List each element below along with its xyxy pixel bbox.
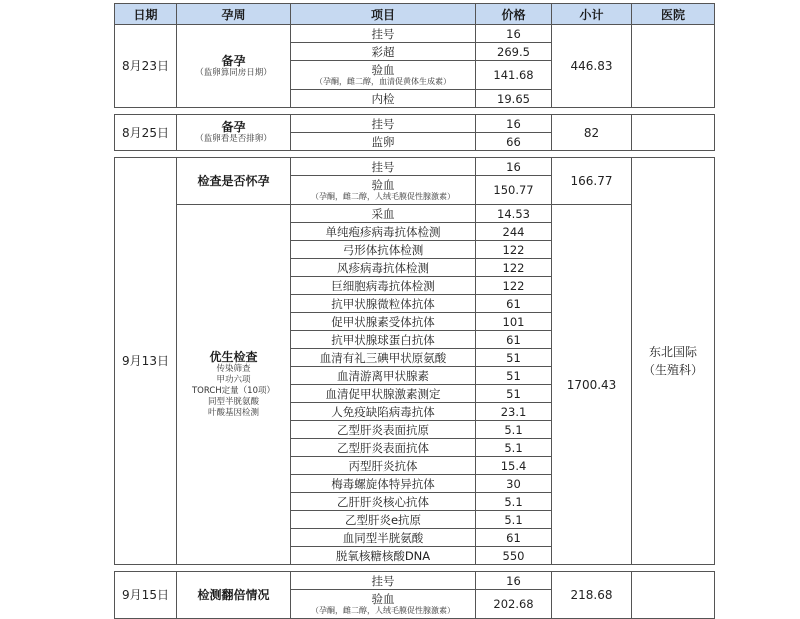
item-name: 抗甲状腺球蛋白抗体 — [291, 331, 476, 349]
item-price: 122 — [476, 259, 552, 277]
item-name: 人免疫缺陷病毒抗体 — [291, 403, 476, 421]
item-price: 5.1 — [476, 511, 552, 529]
col-header-price: 价格 — [476, 4, 552, 25]
item-name: 乙型肝炎表面抗原 — [291, 421, 476, 439]
spacer-row — [115, 565, 715, 572]
item-price: 19.65 — [476, 90, 552, 108]
item-price: 269.5 — [476, 43, 552, 61]
item-note: （孕酮，雌二醇，人绒毛膜促性腺激素） — [311, 606, 455, 615]
item-price: 16 — [476, 572, 552, 590]
week-note-line: 甲功六项 — [216, 375, 251, 385]
item-price: 16 — [476, 115, 552, 133]
item-name: 血同型半胱氨酸 — [291, 529, 476, 547]
week-note: （监卵算同房日期） — [195, 67, 272, 78]
table-row — [115, 205, 715, 223]
item-name: 乙型肝炎e抗原 — [291, 511, 476, 529]
item-name: 血清有礼三碘甲状原氨酸 — [291, 349, 476, 367]
item-price: 51 — [476, 367, 552, 385]
week-label: 备孕 — [221, 120, 246, 134]
col-header-week: 孕周 — [177, 4, 291, 25]
item-note: （孕酮，雌二醇，血清促黄体生成素） — [315, 77, 451, 86]
spacer-row — [115, 108, 715, 115]
item-name: 验血 — [371, 592, 395, 606]
item-name: 抗甲状腺微粒体抗体 — [291, 295, 476, 313]
week-note-line: TORCH定量（10项） — [191, 386, 275, 396]
item-name: 弓形体抗体检测 — [291, 241, 476, 259]
hospital-empty-cell — [632, 115, 715, 151]
item-price: 51 — [476, 385, 552, 403]
item-price: 14.53 — [476, 205, 552, 223]
item-price: 15.4 — [476, 457, 552, 475]
header-row — [115, 4, 715, 25]
item-price: 51 — [476, 349, 552, 367]
spacer-row — [115, 151, 715, 158]
item-price: 202.68 — [476, 590, 552, 619]
date-cell: 9月15日 — [115, 572, 177, 619]
week-cell — [177, 25, 291, 108]
item-name: 单纯疱疹病毒抗体检测 — [291, 223, 476, 241]
week-cell — [177, 572, 291, 619]
item-price: 5.1 — [476, 439, 552, 457]
item-name: 血清游离甲状腺素 — [291, 367, 476, 385]
item-name: 风疹病毒抗体检测 — [291, 259, 476, 277]
item-price: 61 — [476, 331, 552, 349]
week-cell — [177, 158, 291, 205]
subtotal-cell: 82 — [552, 115, 632, 151]
subtotal-cell: 166.77 — [552, 158, 632, 205]
item-price: 23.1 — [476, 403, 552, 421]
item-price: 550 — [476, 547, 552, 565]
week-label: 检测翻倍情况 — [197, 588, 270, 602]
item-name: 乙肝肝炎核心抗体 — [291, 493, 476, 511]
table-row — [115, 115, 715, 133]
item-price: 150.77 — [476, 176, 552, 205]
item-name: 巨细胞病毒抗体检测 — [291, 277, 476, 295]
subtotal-cell: 446.83 — [552, 25, 632, 108]
item-name: 脱氧核糖核酸DNA — [291, 547, 476, 565]
item-price: 66 — [476, 133, 552, 151]
item-price: 16 — [476, 25, 552, 43]
item-price: 122 — [476, 277, 552, 295]
hospital-empty-cell — [632, 25, 715, 108]
item-name: 彩超 — [291, 43, 476, 61]
col-header-item: 项目 — [291, 4, 476, 25]
week-note-line: 传染筛查 — [216, 364, 251, 374]
table-row — [115, 25, 715, 43]
week-note: （监卵看是否排卵） — [195, 134, 272, 144]
expense-table — [114, 3, 715, 619]
hospital-cell — [632, 158, 715, 565]
col-header-date: 日期 — [115, 4, 177, 25]
item-name: 内检 — [291, 90, 476, 108]
item-name: 挂号 — [291, 572, 476, 590]
item-price: 141.68 — [476, 61, 552, 90]
col-header-hospital: 医院 — [632, 4, 715, 25]
item-price: 30 — [476, 475, 552, 493]
week-label: 优生检查 — [209, 350, 258, 364]
item-name: 验血 — [371, 63, 395, 77]
date-cell: 8月23日 — [115, 25, 177, 108]
item-price: 101 — [476, 313, 552, 331]
item-price: 244 — [476, 223, 552, 241]
week-cell — [177, 205, 291, 565]
item-name: 验血 — [371, 178, 395, 192]
item-name: 乙型肝炎表面抗体 — [291, 439, 476, 457]
item-cell — [291, 176, 476, 205]
expense-table-sheet — [114, 3, 714, 615]
item-name: 促甲状腺素受体抗体 — [291, 313, 476, 331]
hospital-dept: （生殖科） — [642, 363, 703, 377]
item-name: 梅毒螺旋体特异抗体 — [291, 475, 476, 493]
item-name: 挂号 — [291, 25, 476, 43]
item-name: 监卵 — [291, 133, 476, 151]
item-price: 122 — [476, 241, 552, 259]
item-price: 5.1 — [476, 493, 552, 511]
item-price: 5.1 — [476, 421, 552, 439]
item-cell — [291, 590, 476, 619]
week-note-line: 同型半胱氨酸 — [207, 397, 259, 407]
table-row — [115, 572, 715, 590]
week-label: 检查是否怀孕 — [197, 174, 270, 188]
date-cell: 9月13日 — [115, 158, 177, 565]
item-name: 采血 — [291, 205, 476, 223]
hospital-name: 东北国际 — [648, 345, 697, 359]
date-cell: 8月25日 — [115, 115, 177, 151]
item-name: 丙型肝炎抗体 — [291, 457, 476, 475]
item-name: 挂号 — [291, 115, 476, 133]
item-cell — [291, 61, 476, 90]
week-label: 备孕 — [221, 53, 246, 68]
week-note-line: 叶酸基因检测 — [207, 408, 259, 418]
subtotal-cell: 1700.43 — [552, 205, 632, 565]
item-price: 16 — [476, 158, 552, 176]
col-header-subtotal: 小计 — [552, 4, 632, 25]
item-price: 61 — [476, 295, 552, 313]
item-price: 61 — [476, 529, 552, 547]
subtotal-cell: 218.68 — [552, 572, 632, 619]
hospital-empty-cell — [632, 572, 715, 619]
item-name: 血清促甲状腺激素测定 — [291, 385, 476, 403]
week-cell — [177, 115, 291, 151]
table-row — [115, 158, 715, 176]
item-note: （孕酮，雌二醇，人绒毛膜促性腺激素） — [311, 192, 455, 201]
item-name: 挂号 — [291, 158, 476, 176]
